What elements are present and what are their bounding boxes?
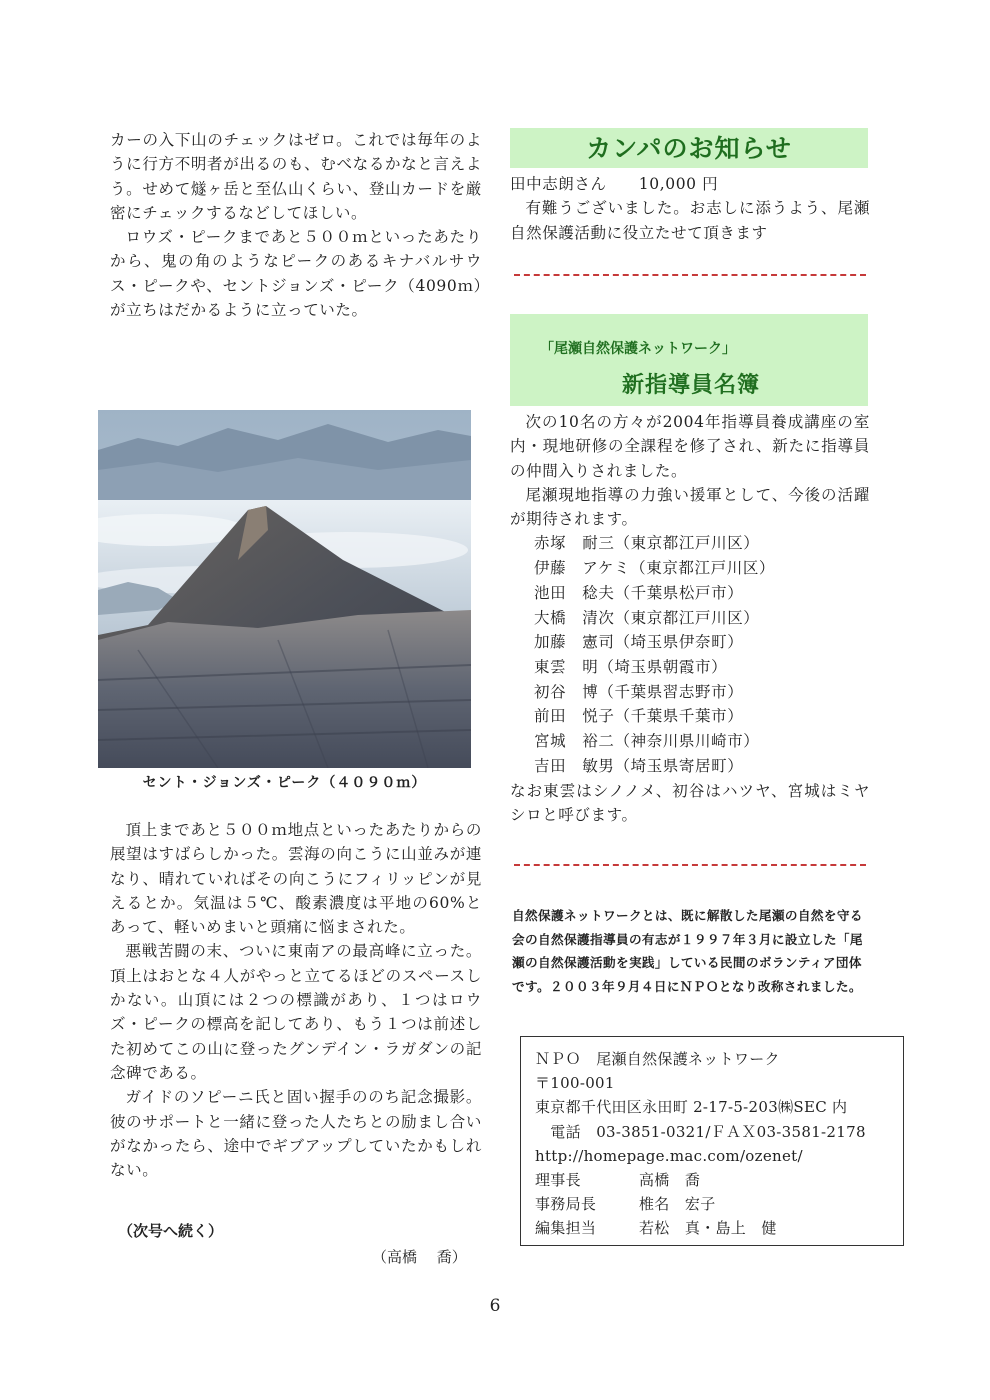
section-divider	[514, 864, 866, 866]
kanpa-body	[510, 172, 870, 245]
postal-code: 〒100-001	[535, 1074, 615, 1093]
org-name: ＮＰＯ 尾瀬自然保護ネットワーク	[535, 1050, 780, 1068]
role-label: 理事長	[535, 1171, 581, 1190]
phone-fax: 電話 03-3851-0321/ＦＡＸ03-3581-2178	[535, 1122, 866, 1141]
network-heading-box	[510, 314, 868, 406]
role-name: 若松 真・島上 健	[639, 1219, 777, 1238]
network-intro: 次の10名の方々が2004年指導員養成講座の室内・現地研修の全課程を修了され、新たに指導員の仲間入りされました。	[510, 413, 870, 480]
address: 東京都千代田区永田町 2-17-5-203㈱SEC 内	[535, 1098, 848, 1117]
photo-caption: セント・ジョンズ・ピーク（４０９０ｍ）	[142, 775, 427, 791]
member-list	[510, 531, 870, 778]
article-paragraph: ロウズ・ピークまであと５００ｍといったあたりから、鬼の角のようなピークのあるキナバルサウス・ピークや、セントジョンズ・ピーク（4090ｍ）が立ちはだかるように立っていた。	[110, 228, 482, 320]
donor-line: 田中志朗さん 10,000 円	[510, 175, 719, 193]
role-row	[535, 1192, 903, 1216]
kanpa-heading: カンパのお知らせ	[510, 128, 868, 168]
article-paragraph: ガイドのソピーニ氏と固い握手ののち記念撮影。彼のサポートと一緒に登った人たちとの励まし合いがなかったら、途中でギブアップしていたかもしれない。	[110, 1088, 482, 1180]
member-row: 赤塚 耐三（東京都江戸川区）	[534, 534, 760, 553]
reading-note: なお東雲はシノノメ、初谷はハツヤ、宮城はミヤシロと呼びます。	[510, 781, 870, 824]
left-column-top	[110, 128, 482, 322]
member-row: 伊藤 アケミ（東京都江戸川区）	[534, 559, 776, 578]
role-label: 編集担当	[535, 1219, 597, 1238]
contact-box	[520, 1036, 904, 1246]
thanks-text: 有難うございました。お志しに添うよう、尾瀬自然保護活動に役立たせて頂きます	[510, 199, 870, 242]
role-name: 椎名 宏子	[639, 1195, 716, 1214]
member-row: 大橋 清次（東京都江戸川区）	[534, 608, 760, 627]
network-body	[510, 410, 870, 827]
member-row: 池田 稔夫（千葉県松戸市）	[534, 583, 744, 602]
member-row: 加藤 憲司（埼玉県伊奈町）	[534, 633, 744, 652]
continued-note: （次号へ続く）	[118, 1222, 224, 1240]
network-subtitle: 「尾瀬自然保護ネットワーク」	[540, 341, 736, 357]
member-row: 前田 悦子（千葉県千葉市）	[534, 707, 744, 726]
article-paragraph: 悪戦苦闘の末、ついに東南アの最高峰に立った。頂上はおとな４人がやっと立てるほどのスペースしかない。山頂には２つの標識があり、１つはロウズ・ピークの標高を記してあり、もう１つは前述した初めてこの山に登ったグンデイン・ラガダンの記念碑である。	[110, 942, 482, 1082]
network-intro: 尾瀬現地指導の力強い援軍として、今後の活躍が期待されます。	[510, 485, 870, 529]
role-row	[535, 1216, 903, 1240]
member-row: 吉田 敏男（埼玉県寄居町）	[534, 756, 744, 775]
section-divider	[514, 274, 866, 276]
role-row	[535, 1168, 903, 1192]
member-row: 東雲 明（埼玉県朝霞市）	[534, 658, 728, 676]
member-row: 宮城 裕二（神奈川県川崎市）	[534, 732, 760, 751]
article-paragraph: 頂上まであと５００ｍ地点といったあたりからの展望はすばらしかった。雲海の向こうに山並みが連なり、晴れていればその向こうにフィリッピンが見えるとか。気温は５℃、酸素濃度は平地の60%とあって、軽いめまいと頭痛に悩まされた。	[110, 821, 482, 937]
homepage-link[interactable]: http://homepage.mac.com/ozenet/	[535, 1146, 803, 1165]
article-author: （高橋 喬）	[372, 1248, 467, 1266]
article-paragraph: カーの入下山のチェックはゼロ。これでは毎年のように行方不明者が出るのも、むべなるかなと言えよう。せめて燧ヶ岳と至仏山くらい、登山カードを厳密にチェックするなどしてほしい。	[110, 131, 482, 222]
member-row: 初谷 博（千葉県習志野市）	[534, 682, 744, 701]
left-column-bottom	[110, 818, 482, 1182]
role-name: 高橋 喬	[639, 1171, 701, 1190]
page-number: 6	[489, 1296, 501, 1316]
about-text: 自然保護ネットワークとは、既に解散した尾瀬の自然を守る会の自然保護指導員の有志が１９９７年３月に設立した「尾瀬の自然保護活動を実践」している民間のボランティア団体です。２００３年９月４日にＮＰＯとなり改称されました。	[512, 908, 863, 994]
role-label: 事務局長	[535, 1195, 597, 1214]
network-title: 新指導員名簿	[622, 373, 761, 398]
mountain-photo	[98, 410, 471, 768]
